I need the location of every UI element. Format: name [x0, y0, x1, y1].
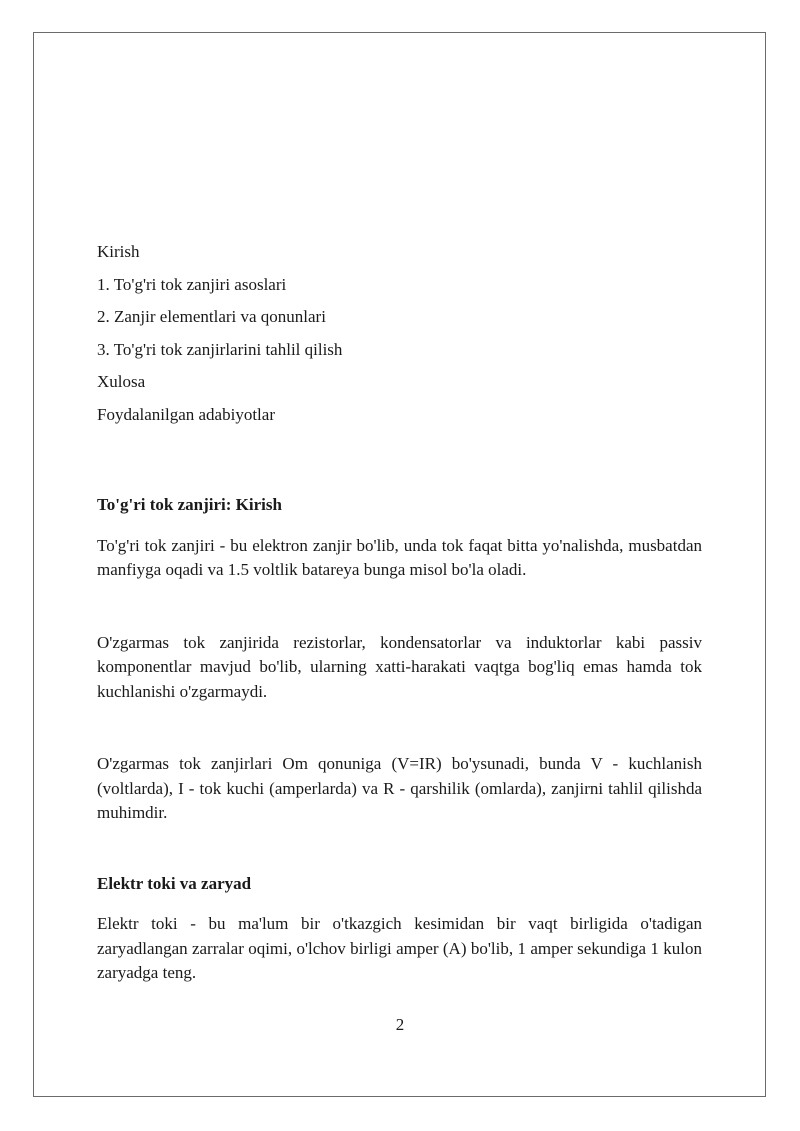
table-of-contents: [97, 240, 702, 427]
paragraph-1: To'g'ri tok zanjiri - bu elektron zanjir bo'lib, unda tok faqat bitta yo'nalishda, musbatdan manfiyga oqadi va 1.5 voltlik batareya bunga misol bo'la oladi.: [97, 535, 702, 579]
toc-item-3: 3. To'g'ri tok zanjirlarini tahlil qilish: [97, 339, 343, 359]
toc-item-1: 1. To'g'ri tok zanjiri asoslari: [97, 274, 287, 294]
page-number: 2: [395, 1015, 405, 1034]
toc-item-intro: Kirish: [97, 242, 140, 261]
section-heading-current: Elektr toki va zaryad: [97, 873, 252, 893]
section-heading-intro: To'g'ri tok zanjiri: Kirish: [97, 495, 282, 514]
toc-item-references: Foydalanilgan adabiyotlar: [97, 404, 275, 424]
paragraph-4: Elektr toki - bu ma'lum bir o'tkazgich kesimidan bir vaqt birligida o'tadigan zaryadlangan zarralar oqimi, o'lchov birligi amper (A) bo'lib, 1 amper sekundiga 1 kulon zaryadga teng.: [97, 914, 702, 982]
toc-item-conclusion: Xulosa: [97, 372, 146, 391]
paragraph-2: O'zgarmas tok zanjirida rezistorlar, kondensatorlar va induktorlar kabi passiv komponentlar mavjud bo'lib, ularning xatti-harakati vaqtga bog'liq emas hamda tok kuchlanishi o'zgarmaydi.: [97, 632, 702, 701]
document-body: [97, 240, 702, 986]
toc-item-2: 2. Zanjir elementlari va qonunlari: [97, 307, 326, 326]
paragraph-3: O'zgarmas tok zanjirlari Om qonuniga (V=IR) bo'ysunadi, bunda V - kuchlanish (voltlarda), I - tok kuchi (amperlarda) va R - qarshilik (omlarda), zanjirni tahlil qilishda muhimdir.: [97, 754, 702, 822]
